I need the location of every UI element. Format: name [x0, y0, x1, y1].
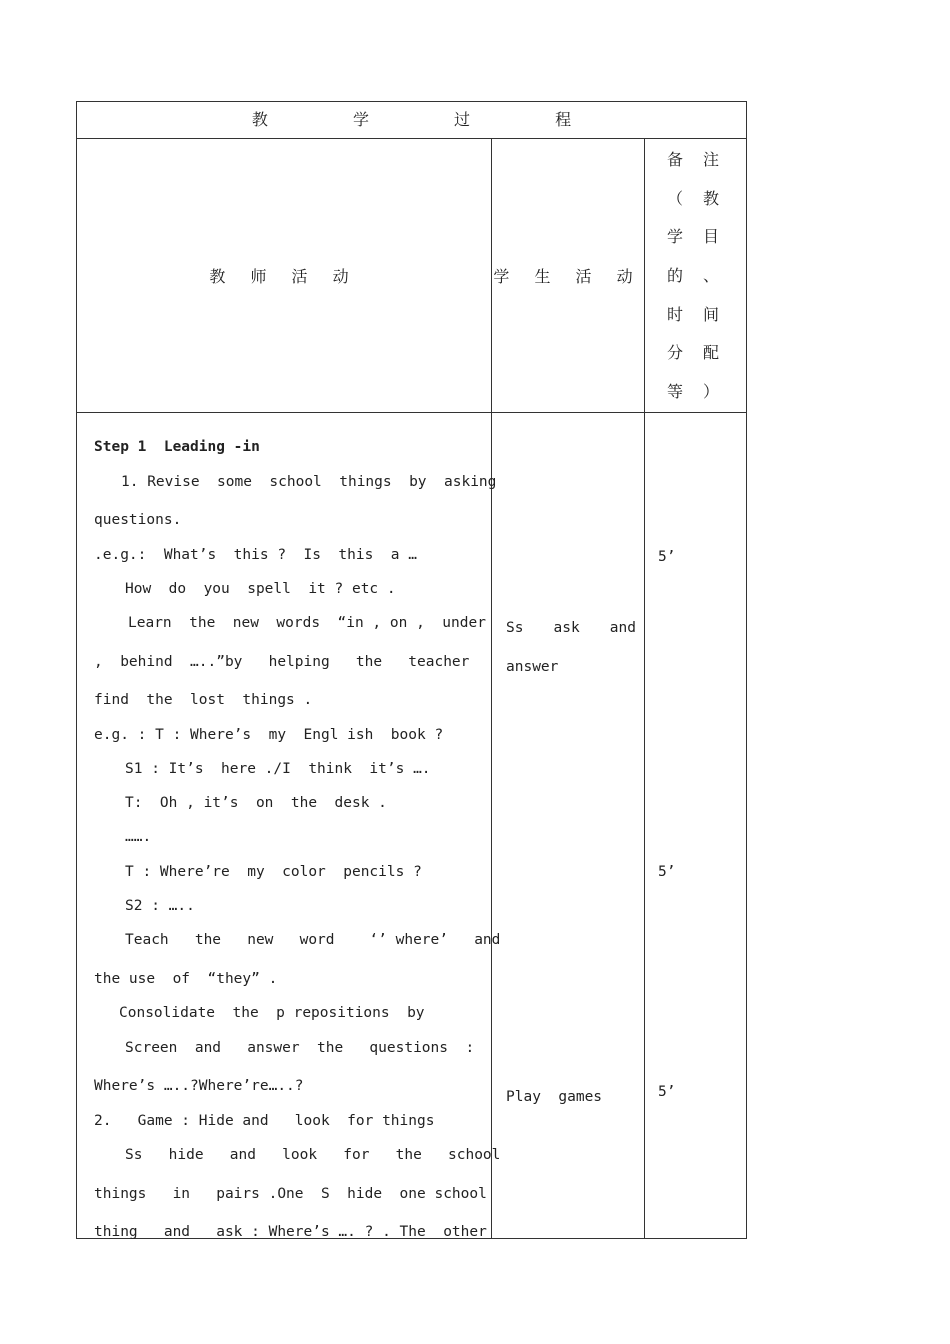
teacher-line: ……. — [125, 828, 152, 845]
teacher-line: the use of “they” . — [94, 970, 278, 987]
teacher-activity-cell — [77, 412, 501, 1240]
teacher-line: things in pairs .One S hide one school — [94, 1185, 487, 1202]
teacher-line: S2 : ….. — [125, 897, 195, 914]
teacher-line: .e.g.: What’s this ? Is this a … — [94, 546, 418, 563]
lesson-process-table — [76, 101, 747, 1239]
time-allocation: 5’ — [658, 548, 676, 565]
teacher-line: e.g. : T : Where’s my Engl ish book ? — [94, 726, 444, 743]
teacher-line: 1. Revise some school things by asking — [121, 473, 497, 490]
student-activity-header: 学 生 活 动 — [493, 266, 643, 286]
table-title: 教 学 过 程 — [251, 110, 612, 129]
teacher-line: T : Where’re my color pencils ? — [125, 863, 422, 880]
teacher-line: Learn the new words “in , on , under — [128, 614, 486, 631]
teacher-line: How do you spell it ? etc . — [125, 580, 396, 597]
step-heading: Step 1 Leading -in — [94, 438, 260, 455]
teacher-line: find the lost things . — [94, 691, 313, 708]
teacher-line: , behind …..”by helping the teacher — [94, 653, 470, 670]
teacher-line: 2. Game : Hide and look for things — [94, 1112, 435, 1129]
time-allocation: 5’ — [658, 863, 676, 880]
teacher-line: Screen and answer the questions : — [125, 1039, 475, 1056]
teacher-line: Consolidate the p repositions by — [119, 1004, 425, 1021]
teacher-line: thing and ask : Where’s …. ? . The other — [94, 1223, 487, 1240]
teacher-line: Where’s …..?Where’re…..? — [94, 1077, 304, 1094]
teacher-line: S1 : It’s here ./I think it’s …. — [125, 760, 431, 777]
student-line: answer — [506, 658, 559, 675]
notes-cell — [645, 412, 747, 1238]
time-allocation: 5’ — [658, 1083, 676, 1100]
notes-header: 备 注 （ 教 学 目 的 、 时 间 分 配 等 ） — [667, 150, 720, 402]
teacher-line: Teach the new word ‘’ where’ and — [125, 931, 501, 948]
teacher-line: questions. — [94, 511, 182, 528]
student-line: Ss ask and — [506, 619, 636, 636]
teacher-line: T: Oh , it’s on the desk . — [125, 794, 387, 811]
teacher-line: Ss hide and look for the school — [125, 1146, 501, 1163]
teacher-activity-header-cell — [77, 139, 492, 413]
notes-header-cell — [645, 139, 747, 413]
table-title-cell — [77, 102, 747, 139]
teacher-activity-header: 教 师 活 动 — [209, 266, 359, 286]
student-activity-cell — [492, 412, 645, 1238]
student-line: Play games — [506, 1088, 603, 1105]
student-activity-header-cell — [492, 139, 645, 413]
